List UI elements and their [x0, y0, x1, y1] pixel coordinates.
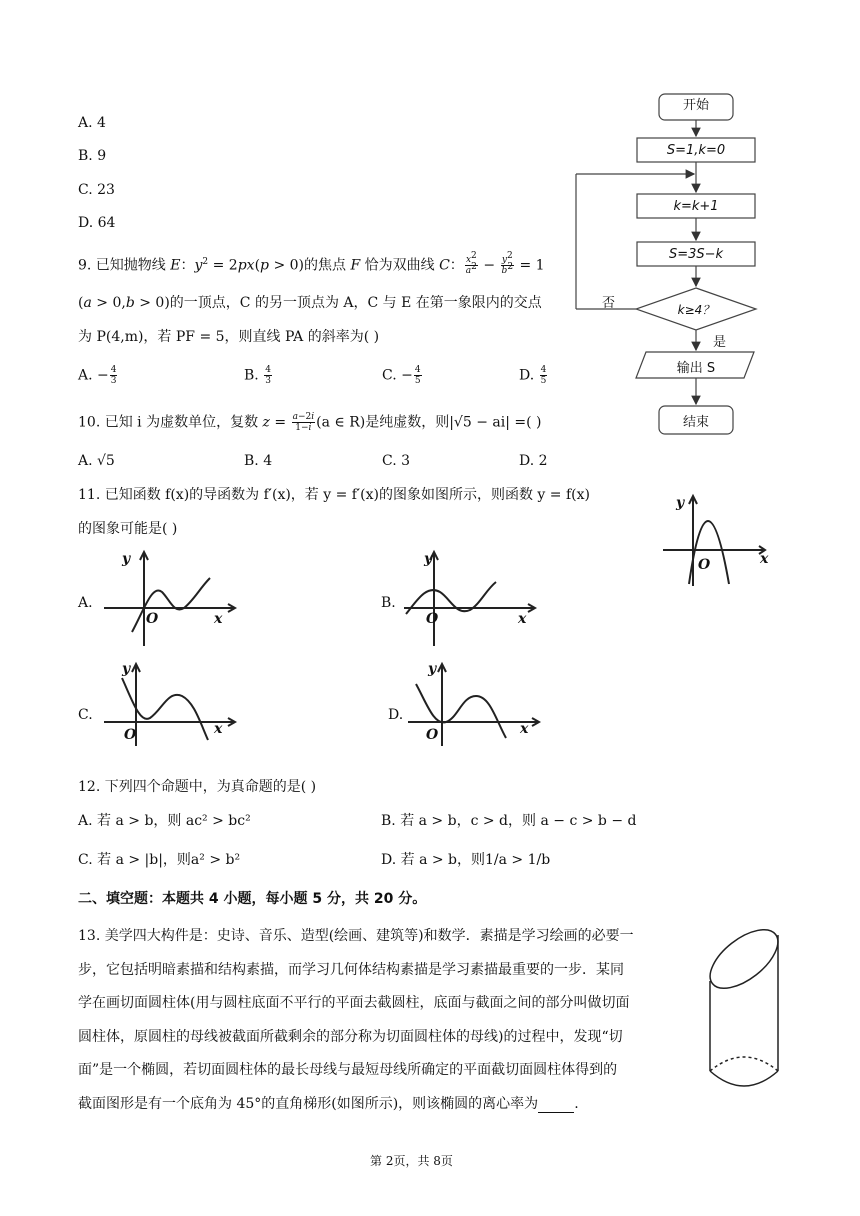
q10-option-d: D. 2 [519, 453, 548, 469]
q10-suffix: (a ∈ R)是纯虚数，则|√5 − ai| =( ) [316, 414, 542, 431]
deriv-y-label: y [676, 495, 685, 511]
q12-stem: 12. 下列四个命题中，为真命题的是( ) [78, 779, 317, 795]
q9-prefix: 9. 已知抛物线 [78, 257, 166, 274]
q12-option-d: D. 若 a > b，则1/a > 1/b [381, 852, 551, 868]
q9-line2-text: 的一顶点，C 的另一顶点为 A，C 与 E 在第一象限内的交点 [169, 295, 542, 311]
q13-line-6-text: 截面图形是有一个底角为 45°的直角梯形(如图所示)，则该椭圆的离心率为 [78, 1096, 539, 1112]
flow-no-label: 否 [602, 296, 616, 311]
q9-line1: 9. 已知抛物线 E：$y^2 = 2px(p > 0)$的焦点 F 恰为双曲线 C： $\frac{x^2}{a^2}$ − $\frac{y^2}{b^2}$ = 1 [78, 251, 545, 276]
q9-mid2: 恰为双曲线 [364, 257, 435, 274]
q13-end-punct: . [574, 1096, 579, 1112]
graph-c-origin: O [124, 727, 137, 743]
q11-line1: 11. 已知函数 f(x)的导函数为 f′(x)，若 y = f′(x)的图象如图所示，则函数 y = f(x) [78, 487, 590, 503]
graph-a [100, 548, 240, 648]
q9-option-c: C. − $\frac{4}{5}$ [382, 365, 421, 386]
graph-d-x: x [520, 721, 529, 737]
graph-d-origin: O [426, 727, 439, 743]
graph-b-y: y [424, 551, 433, 567]
q13-line-3: 学在画切面圆柱体(用与圆柱底面不平行的平面去截圆柱，底面与截面之间的部分叫做切面 [78, 995, 630, 1011]
q12-option-b: B. 若 a > b，c > d，则 a − c > b − d [381, 813, 637, 829]
q8-option-a: A. 4 [78, 115, 106, 131]
q12-option-c: C. 若 a > |b|，则a² > b² [78, 852, 241, 868]
flow-k-label: k=k+1 [673, 199, 719, 214]
q13-line-6 [78, 1095, 579, 1113]
graph-a-x: x [214, 611, 223, 627]
q13-line-1: 13. 美学四大构件是：史诗、音乐、造型(绘画、建筑等)和数学．素描是学习绘画的必要一 [78, 928, 634, 944]
page-footer: 第 2页，共 8页 [370, 1154, 453, 1168]
flow-end-label: 结束 [682, 415, 709, 430]
q13-line-4: 圆柱体，原圆柱的母线被截面所截剩余的部分称为切面圆柱体的母线)的过程中，发现“切 [78, 1029, 623, 1045]
q11-line2: 的图象可能是( ) [78, 521, 178, 537]
q11-option-d-label: D. [388, 707, 404, 723]
flow-s-label: S=3S−k [668, 247, 724, 262]
q13-line-2: 步，它包括明暗素描和结构素描，而学习几何体结构素描是学习素描最重要的一步．某同 [78, 962, 624, 978]
q13-line-5: 面”是一个椭圆，若切面圆柱体的最长母线与最短母线所确定的平面截切面圆柱体得到的 [78, 1062, 618, 1078]
q8-option-d: D. 64 [78, 215, 116, 231]
q9-option-b: B. $\frac{4}{3}$ [244, 365, 271, 386]
section-2-heading: 二、填空题：本题共 4 小题，每小题 5 分，共 20 分。 [78, 891, 427, 907]
flow-yes-label: 是 [713, 335, 727, 350]
q12-option-a: A. 若 a > b，则 ac² > bc² [78, 813, 251, 829]
flow-output-label: 输出 S [676, 361, 716, 376]
q10-option-c: C. 3 [382, 453, 411, 469]
flow-start-label: 开始 [682, 98, 709, 113]
q9-option-a: A. − $\frac{4}{3}$ [78, 365, 117, 386]
q10-option-a: A. √5 [78, 453, 115, 469]
graph-c-x: x [214, 721, 223, 737]
deriv-x-label: x [760, 551, 769, 567]
graph-a-y: y [122, 551, 131, 567]
graph-c-y: y [122, 661, 131, 677]
q10-option-b: B. 4 [244, 453, 273, 469]
q9-line2: (a > 0,b > 0)的一顶点，C 的另一顶点为 A，C 与 E 在第一象限内的交点 [78, 295, 542, 311]
flow-condition-label: k≥4？ [677, 303, 715, 317]
q10-prefix: 10. 已知 i 为虚数单位，复数 [78, 414, 259, 431]
q11-option-b-label: B. [381, 595, 396, 611]
graph-b-origin: O [426, 611, 439, 627]
q11-option-a-label: A. [78, 595, 93, 611]
q11-option-c-label: C. [78, 707, 93, 723]
q10-stem: 10. 已知 i 为虚数单位，复数 z = $\frac{a-2i}{1-i}$ (a ∈ R)是纯虚数，则|√5 − ai| =( ) [78, 412, 542, 433]
graph-d-y: y [428, 661, 437, 677]
deriv-origin-label: O [698, 557, 711, 573]
derivative-graph [655, 488, 775, 588]
q9-line3: 为 P(4,m)，若 PF = 5，则直线 PA 的斜率为( ) [78, 329, 380, 345]
graph-b [400, 548, 540, 648]
flow-init-label: S=1,k=0 [666, 143, 726, 158]
q8-option-c: C. 23 [78, 182, 115, 198]
graph-a-origin: O [146, 611, 159, 627]
q9-mid: 的焦点 [304, 257, 346, 274]
graph-b-x: x [518, 611, 527, 627]
q8-option-b: B. 9 [78, 148, 107, 164]
cut-cylinder-figure [700, 915, 790, 1105]
q13-answer-blank[interactable] [538, 1098, 574, 1113]
q9-option-d: D. $\frac{4}{5}$ [519, 365, 547, 386]
